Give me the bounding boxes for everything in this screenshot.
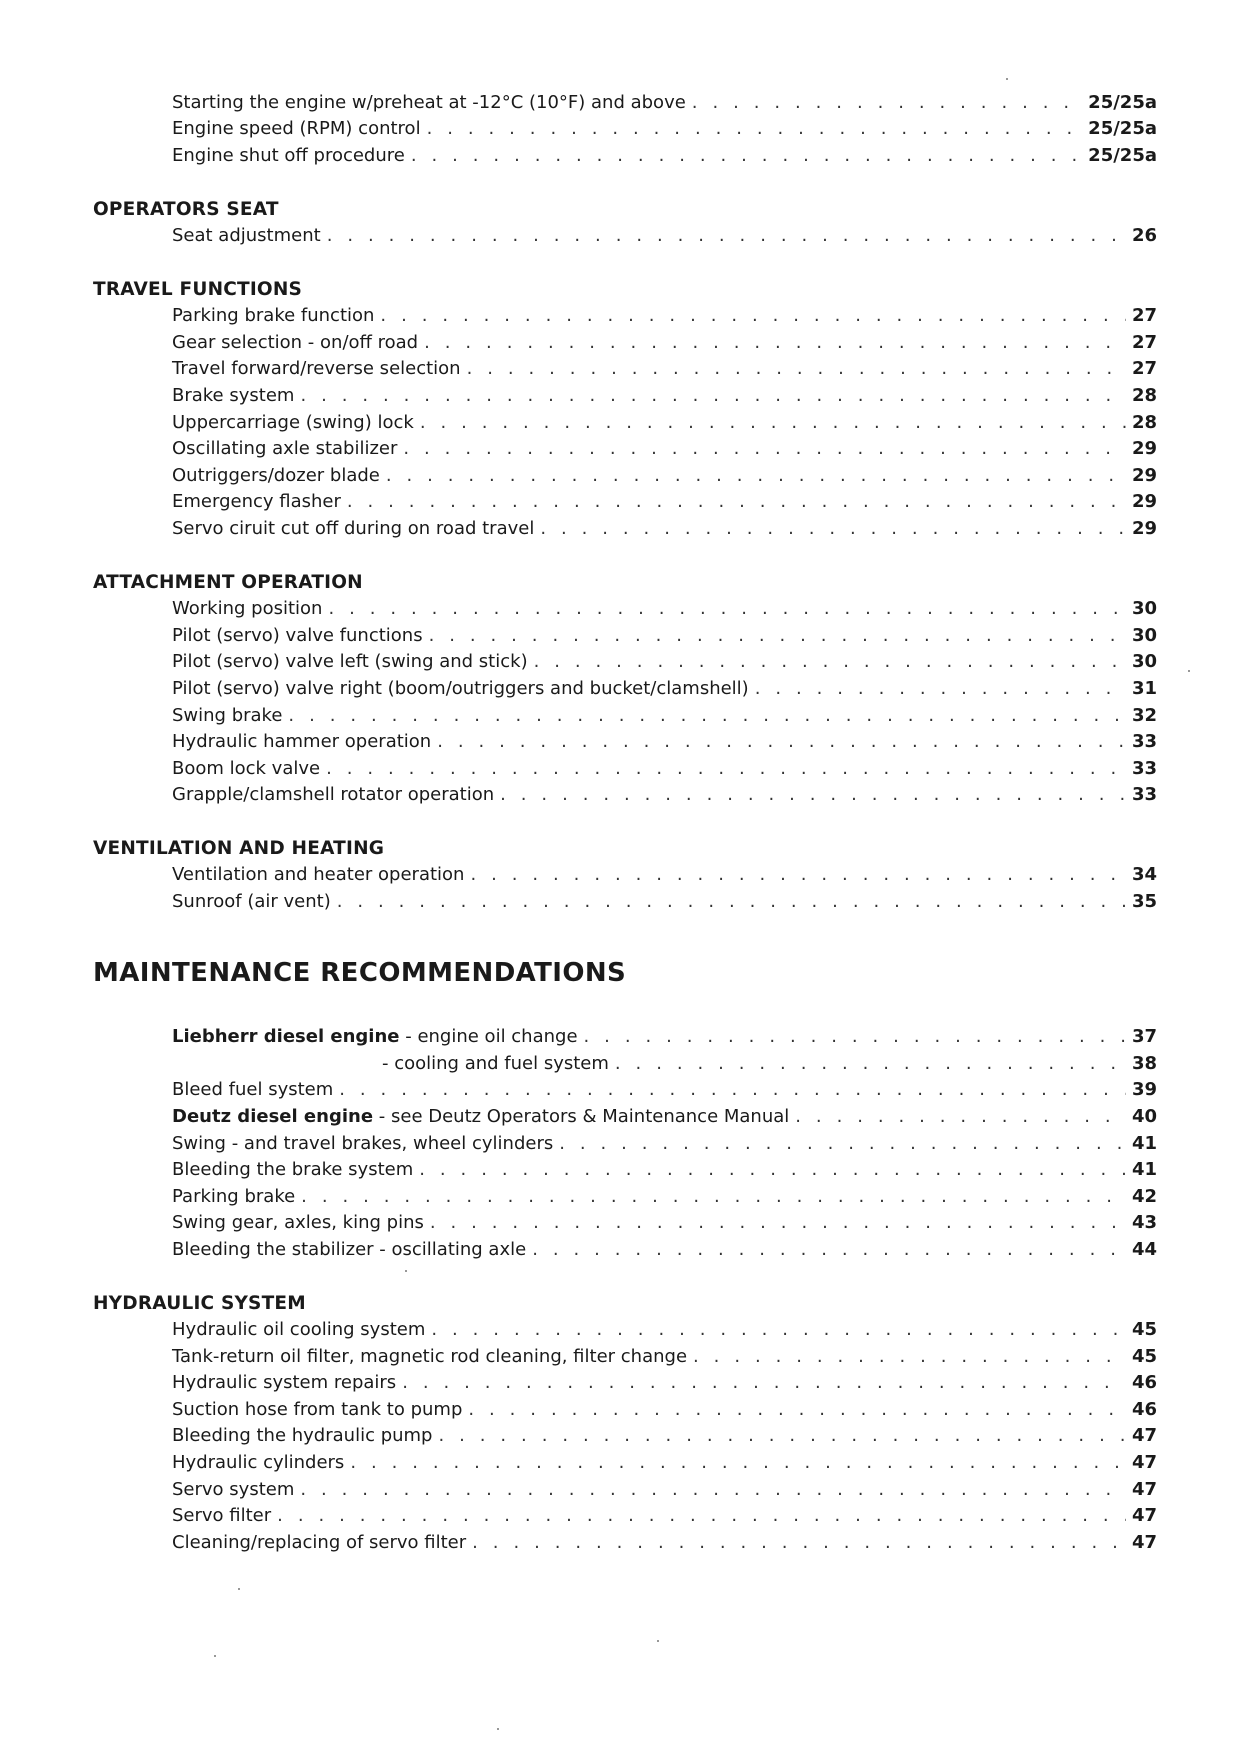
dot-leader — [339, 1078, 1126, 1102]
entry-label: Swing gear, axles, king pins — [172, 1212, 424, 1233]
page-number: 26 — [1131, 225, 1157, 246]
page-number: 42 — [1131, 1186, 1157, 1207]
page-number: 27 — [1131, 305, 1157, 326]
dot-leader — [300, 384, 1126, 408]
toc-entry — [172, 464, 1157, 488]
entry-label: Pilot (servo) valve functions — [172, 625, 423, 646]
dot-leader — [559, 1132, 1126, 1156]
section-heading: VENTILATION AND HEATING — [93, 838, 385, 859]
toc-entry — [172, 304, 1157, 328]
page-number: 29 — [1131, 465, 1157, 486]
page-number: 27 — [1131, 358, 1157, 379]
toc-entry — [382, 1052, 1157, 1076]
entry-label: Hydraulic oil cooling system — [172, 1319, 426, 1340]
toc-entry — [172, 597, 1157, 621]
page-number: 33 — [1131, 784, 1157, 805]
scan-speck — [214, 1655, 216, 1657]
toc-entry — [172, 890, 1157, 914]
entry-label: Pilot (servo) valve right (boom/outriggers and bucket/clamshell) — [172, 678, 749, 699]
scan-speck — [238, 1588, 240, 1590]
page-number: 41 — [1131, 1159, 1157, 1180]
dot-leader — [795, 1105, 1126, 1129]
page-number: 27 — [1131, 332, 1157, 353]
page-number: 41 — [1131, 1133, 1157, 1154]
page-number: 33 — [1131, 731, 1157, 752]
dot-leader — [437, 730, 1126, 754]
toc-entry — [172, 1078, 1157, 1102]
toc-entry — [172, 730, 1157, 754]
dot-leader — [755, 677, 1126, 701]
dot-leader — [326, 757, 1126, 781]
entry-label: Boom lock valve — [172, 758, 321, 779]
entry-label: Parking brake function — [172, 305, 375, 326]
section-heading: TRAVEL FUNCTIONS — [93, 279, 303, 300]
page-number: 29 — [1131, 438, 1157, 459]
section-heading: OPERATORS SEAT — [93, 199, 279, 220]
entry-label: Servo filter — [172, 1505, 272, 1526]
entry-label: Servo system — [172, 1479, 295, 1500]
toc-entry — [172, 1371, 1157, 1395]
scan-speck — [405, 1270, 407, 1272]
toc-entry — [172, 1105, 1157, 1129]
entry-label: Cleaning/replacing of servo filter — [172, 1532, 467, 1553]
dot-leader — [300, 1478, 1126, 1502]
scan-speck — [1006, 78, 1008, 80]
dot-leader — [584, 1025, 1126, 1049]
section-heading: ATTACHMENT OPERATION — [93, 572, 363, 593]
toc-entry — [172, 783, 1157, 807]
entry-label: Servo ciruit cut off during on road travel — [172, 518, 535, 539]
toc-entry — [172, 117, 1157, 141]
page-number: 47 — [1131, 1505, 1157, 1526]
toc-entry — [172, 1185, 1157, 1209]
entry-label: Starting the engine w/preheat at -12°C (10°F) and above — [172, 92, 686, 113]
entry-label: Gear selection - on/off road — [172, 332, 419, 353]
page-number: 28 — [1131, 412, 1157, 433]
toc-entry — [172, 1132, 1157, 1156]
toc-entry — [172, 757, 1157, 781]
dot-leader — [470, 863, 1125, 887]
toc-entry — [172, 863, 1157, 887]
dot-leader — [693, 1345, 1126, 1369]
page-number: 47 — [1131, 1479, 1157, 1500]
entry-label: Grapple/clamshell rotator operation — [172, 784, 495, 805]
page-number: 25/25a — [1088, 118, 1157, 139]
dot-leader — [347, 490, 1126, 514]
dot-leader — [403, 437, 1126, 461]
dot-leader — [328, 597, 1126, 621]
page-number: 29 — [1131, 491, 1157, 512]
dot-leader — [411, 144, 1082, 168]
toc-entry — [172, 357, 1157, 381]
page-number: 35 — [1131, 891, 1157, 912]
toc-entry — [172, 437, 1157, 461]
dot-leader — [327, 224, 1126, 248]
entry-label: Hydraulic system repairs — [172, 1372, 397, 1393]
entry-label — [172, 1105, 789, 1129]
entry-label: Bleeding the stabilizer - oscillating axle — [172, 1239, 527, 1260]
entry-label: Travel forward/reverse selection — [172, 358, 461, 379]
page-number: 25/25a — [1088, 92, 1157, 113]
entry-label: Sunroof (air vent) — [172, 891, 331, 912]
dot-leader — [420, 411, 1126, 435]
dot-leader — [532, 1238, 1126, 1262]
dot-leader — [692, 91, 1082, 115]
page-number: 37 — [1131, 1026, 1157, 1047]
toc-entry — [172, 144, 1157, 168]
page-number: 33 — [1131, 758, 1157, 779]
page-number: 25/25a — [1088, 145, 1157, 166]
entry-label: Bleed fuel system — [172, 1079, 334, 1100]
toc-entry — [172, 624, 1157, 648]
toc-entry — [172, 1398, 1157, 1422]
entry-label: Hydraulic hammer operation — [172, 731, 432, 752]
entry-label: Bleeding the brake system — [172, 1159, 414, 1180]
dot-leader — [424, 331, 1126, 355]
dot-leader — [427, 117, 1083, 141]
scan-speck — [657, 1640, 659, 1642]
page-number: 29 — [1131, 518, 1157, 539]
page-number: 30 — [1131, 651, 1157, 672]
entry-label: Suction hose from tank to pump — [172, 1399, 463, 1420]
toc-entry — [172, 224, 1157, 248]
toc-entry — [172, 1478, 1157, 1502]
entry-label: Engine shut off procedure — [172, 145, 405, 166]
entry-label-rest: - engine oil change — [399, 1026, 578, 1047]
page-number: 40 — [1131, 1106, 1157, 1127]
dot-leader — [430, 1211, 1126, 1235]
entry-label: Parking brake — [172, 1186, 296, 1207]
dot-leader — [500, 783, 1126, 807]
entry-label: Tank-return oil filter, magnetic rod cleaning, filter change — [172, 1346, 688, 1367]
dot-leader — [288, 704, 1126, 728]
entry-label: Bleeding the hydraulic pump — [172, 1425, 433, 1446]
dot-leader — [419, 1158, 1126, 1182]
section-heading: HYDRAULIC SYSTEM — [93, 1293, 306, 1314]
toc-entry — [172, 490, 1157, 514]
page-number: 47 — [1131, 1425, 1157, 1446]
entry-label: Swing brake — [172, 705, 283, 726]
page-number: 39 — [1131, 1079, 1157, 1100]
toc-entry — [172, 1504, 1157, 1528]
entry-label: Emergency flasher — [172, 491, 341, 512]
page-number: 34 — [1131, 864, 1157, 885]
entry-label — [172, 1025, 578, 1049]
page-number: 32 — [1131, 705, 1157, 726]
entry-label: Seat adjustment — [172, 225, 321, 246]
toc-entry — [172, 517, 1157, 541]
page-number: 38 — [1131, 1053, 1157, 1074]
dot-leader — [468, 1398, 1126, 1422]
entry-label: Working position — [172, 598, 323, 619]
page-number: 44 — [1131, 1239, 1157, 1260]
page-number: 30 — [1131, 598, 1157, 619]
page-number: 47 — [1131, 1532, 1157, 1553]
entry-label: Pilot (servo) valve left (swing and stick) — [172, 651, 528, 672]
dot-leader — [402, 1371, 1126, 1395]
dot-leader — [472, 1531, 1126, 1555]
toc-entry — [172, 1211, 1157, 1235]
toc-entry — [172, 1531, 1157, 1555]
toc-entry — [172, 384, 1157, 408]
toc-entry — [172, 1318, 1157, 1342]
entry-label-rest: - see Deutz Operators & Maintenance Manual — [373, 1106, 790, 1127]
entry-label: Outriggers/dozer blade — [172, 465, 380, 486]
page-number: 28 — [1131, 385, 1157, 406]
toc-entry — [172, 1424, 1157, 1448]
toc-entry — [172, 331, 1157, 355]
dot-leader — [386, 464, 1126, 488]
dot-leader — [301, 1185, 1126, 1209]
entry-label: Brake system — [172, 385, 295, 406]
entry-label: - cooling and fuel system — [382, 1053, 609, 1074]
entry-label: Swing - and travel brakes, wheel cylinders — [172, 1133, 554, 1154]
scan-speck — [1188, 670, 1190, 672]
dot-leader — [438, 1424, 1125, 1448]
page-number: 45 — [1131, 1319, 1157, 1340]
entry-label: Oscillating axle stabilizer — [172, 438, 398, 459]
dot-leader — [380, 304, 1126, 328]
entry-label: Uppercarriage (swing) lock — [172, 412, 414, 433]
entry-label: Hydraulic cylinders — [172, 1452, 345, 1473]
page-number: 47 — [1131, 1452, 1157, 1473]
toc-entry — [172, 411, 1157, 435]
toc-entry — [172, 1158, 1157, 1182]
toc-entry — [172, 1025, 1157, 1049]
dot-leader — [337, 890, 1126, 914]
dot-leader — [534, 650, 1126, 674]
toc-entry — [172, 91, 1157, 115]
page-number: 31 — [1131, 678, 1157, 699]
page-number: 46 — [1131, 1399, 1157, 1420]
entry-label-bold: Liebherr diesel engine — [172, 1026, 400, 1047]
dot-leader — [540, 517, 1126, 541]
chapter-heading: MAINTENANCE RECOMMENDATIONS — [93, 958, 627, 988]
dot-leader — [277, 1504, 1126, 1528]
page-number: 46 — [1131, 1372, 1157, 1393]
toc-entry — [172, 704, 1157, 728]
scan-speck — [497, 1728, 499, 1730]
toc-entry — [172, 1345, 1157, 1369]
page-number: 30 — [1131, 625, 1157, 646]
page-number: 45 — [1131, 1346, 1157, 1367]
dot-leader — [467, 357, 1126, 381]
entry-label: Ventilation and heater operation — [172, 864, 465, 885]
entry-label: Engine speed (RPM) control — [172, 118, 421, 139]
entry-label-bold: Deutz diesel engine — [172, 1106, 374, 1127]
dot-leader — [431, 1318, 1126, 1342]
dot-leader — [615, 1052, 1126, 1076]
dot-leader — [350, 1451, 1126, 1475]
dot-leader — [429, 624, 1126, 648]
toc-entry — [172, 650, 1157, 674]
toc-entry — [172, 1451, 1157, 1475]
page-number: 43 — [1131, 1212, 1157, 1233]
toc-entry — [172, 1238, 1157, 1262]
toc-entry — [172, 677, 1157, 701]
